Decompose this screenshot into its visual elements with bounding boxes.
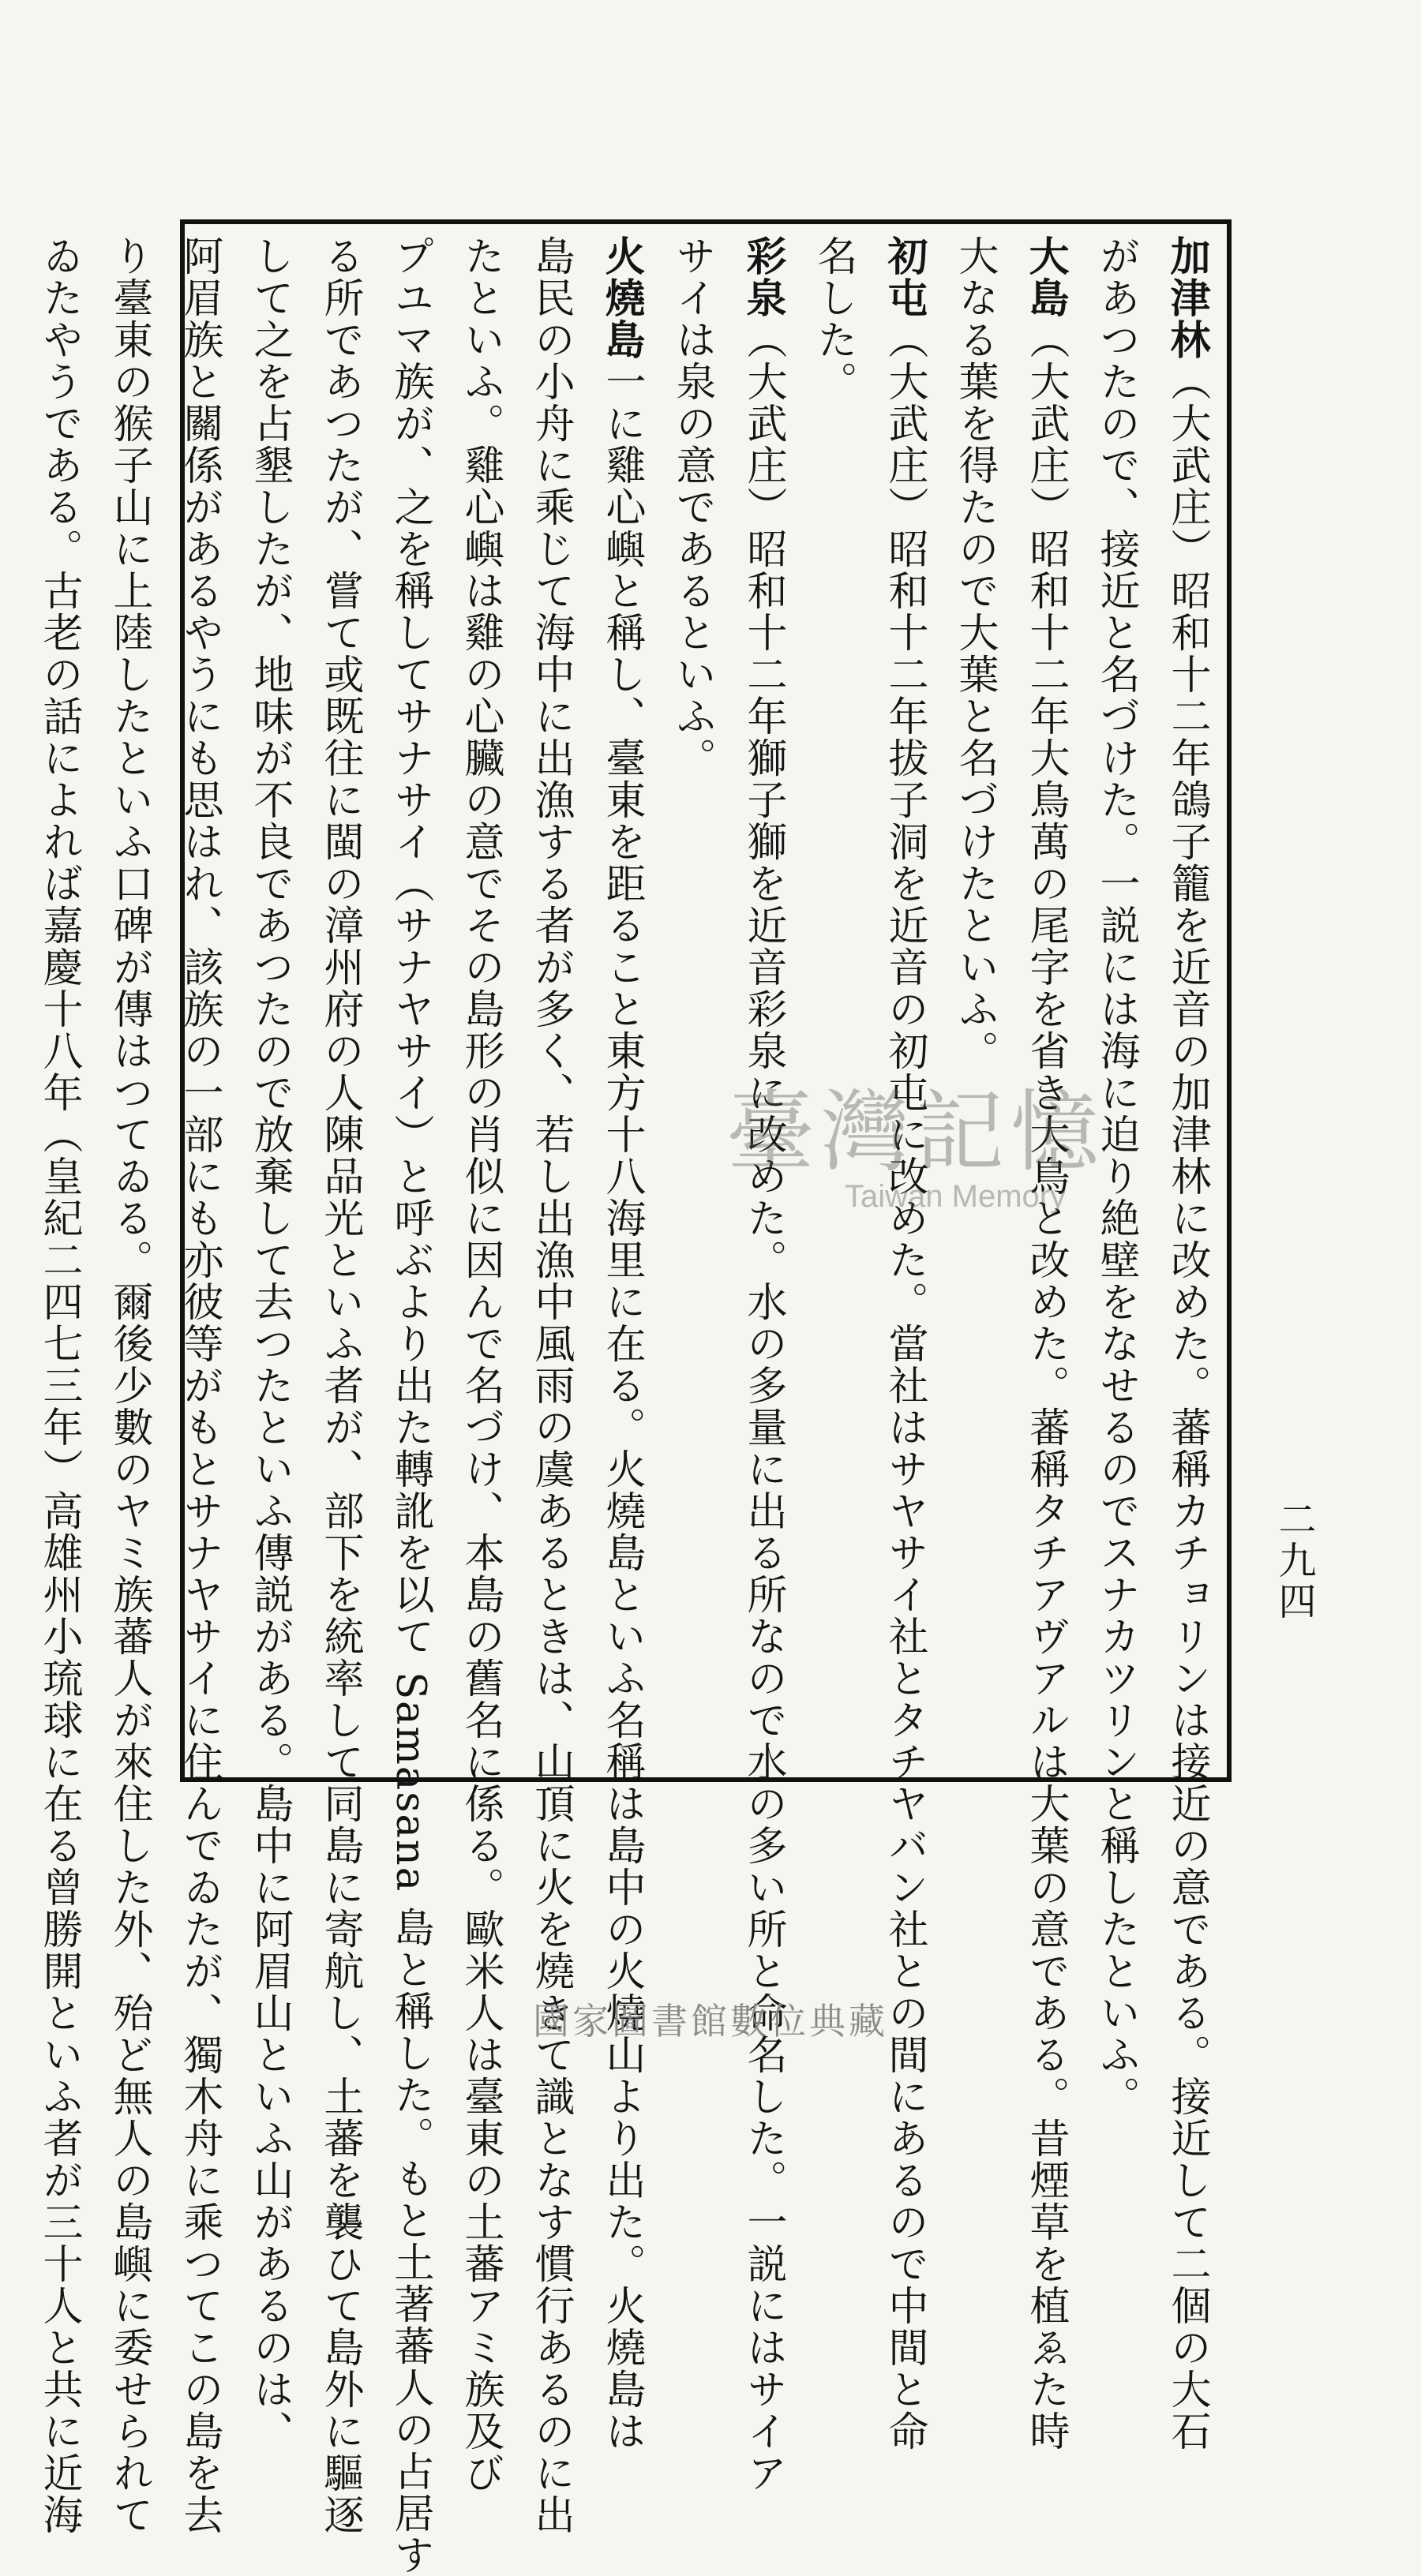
column-text: して之を占墾したが、地味が不良であつたので放棄して去つたといふ傳説がある。島中に阿眉山といふ山があるのは、 [246, 235, 293, 2452]
text-column [939, 235, 1010, 1766]
entry-heading: 彩泉 [739, 235, 786, 319]
text-column [305, 235, 375, 2536]
text-column [375, 235, 445, 2576]
text-column [727, 235, 798, 2494]
column-text: ゐたやうである。古老の話によれば嘉慶十八年（皇紀二四七三年）高雄州小琉球に在る曾勝開といふ者が三十人と共に近海 [36, 235, 82, 2536]
page-number: 二九四 [1272, 1500, 1316, 1623]
text-column [798, 235, 868, 1766]
text-column [94, 235, 164, 2536]
column-text: たといふ。雞心嶼は雞の心臟の意でその島形の肖似に因んで名づけ、本島の舊名に係る。歐米人は臺東の土蕃アミ族及び [457, 235, 504, 2494]
entry-heading: 加津林 [1163, 235, 1210, 361]
text-column [445, 235, 516, 2494]
watermark [726, 1061, 1105, 1215]
text-column [586, 235, 657, 2452]
text-column [234, 235, 305, 2452]
watermark-cjk: 臺灣記憶 [726, 1081, 1105, 1184]
column-text: サイは泉の意であるといふ。 [669, 235, 715, 779]
text-column [516, 235, 586, 2536]
column-text: （大武庄）昭和十二年拔子洞を近音の初屯に改めた。當社はサヤサイ社とタチヤバン社との間にあるので中間と命 [881, 319, 928, 2452]
text-column [1010, 235, 1081, 2452]
text-column [657, 235, 727, 1766]
text-column [1081, 235, 1151, 2117]
column-text: （大武庄）昭和十二年獅子獅を近音彩泉に改めた。水の多量に出る所なので水の多い所と命名した。一説にはサイア [740, 319, 786, 2494]
column-text: る所であつたが、嘗て或既往に閩の漳州府の人陳品光といふ者が、部下を統率して同島に寄航し、土蕃を襲ひて島外に驅逐 [317, 235, 363, 2536]
entry-heading: 初屯 [880, 235, 928, 319]
column-text: （大武庄）昭和十二年鴿子籠を近音の加津林に改めた。蕃稱カチョリンは接近の意である。接近して二個の大石 [1164, 361, 1210, 2452]
column-text: プユマ族が、之を稱してサナサイ（サナヤサイ）と呼ぶより出た轉訛を以て Samasana 島と稱した。もと土著蕃人の占居す [387, 235, 433, 2576]
column-text: があつたので、接近と名づけた。一説には海に迫り絶壁をなせるのでスナカツリンと稱したといふ。 [1093, 235, 1139, 2117]
text-column [868, 235, 939, 2452]
column-text: （大武庄）昭和十二年大鳥萬の尾字を省き大鳥と改めた。蕃稱タチアヴアルは大葉の意である。昔煙草を植ゑた時 [1022, 319, 1069, 2452]
entry-heading: 火燒島 [598, 235, 645, 361]
entry-heading: 大島 [1022, 235, 1069, 319]
column-text: り臺東の猴子山に上陸したといふ口碑が傳はつてゐる。爾後少數のヤミ族蕃人が來住した外、殆ど無人の島嶼に委せられて [106, 235, 152, 2536]
footer-credit: 國家圖書館數位典藏 [533, 2000, 888, 2042]
text-column [164, 235, 234, 2536]
text-column [1151, 235, 1222, 2452]
column-text: 阿眉族と關係があるやうにも思はれ、該族の一部にも亦彼等がもとサナヤサイに住んでゐたが、獨木舟に乘つてこの島を去 [176, 235, 223, 2536]
column-text: 島民の小舟に乘じて海中に出漁する者が多く、若し出漁中風雨の虞あるときは、山頂に火を燒きて識となす慣行あるのに出 [527, 235, 574, 2536]
column-text: 一に雞心嶼と稱し、臺東を距ること東方十八海里に在る。火燒島といふ名稱は島中の火燒山より出た。火燒島は [598, 361, 645, 2452]
column-text: 名した。 [810, 235, 857, 402]
text-column [24, 235, 94, 2536]
column-text: 大なる葉を得たので大葉と名づけたといふ。 [951, 235, 998, 1072]
watermark-en: Taiwan Memory [845, 1179, 1067, 1214]
